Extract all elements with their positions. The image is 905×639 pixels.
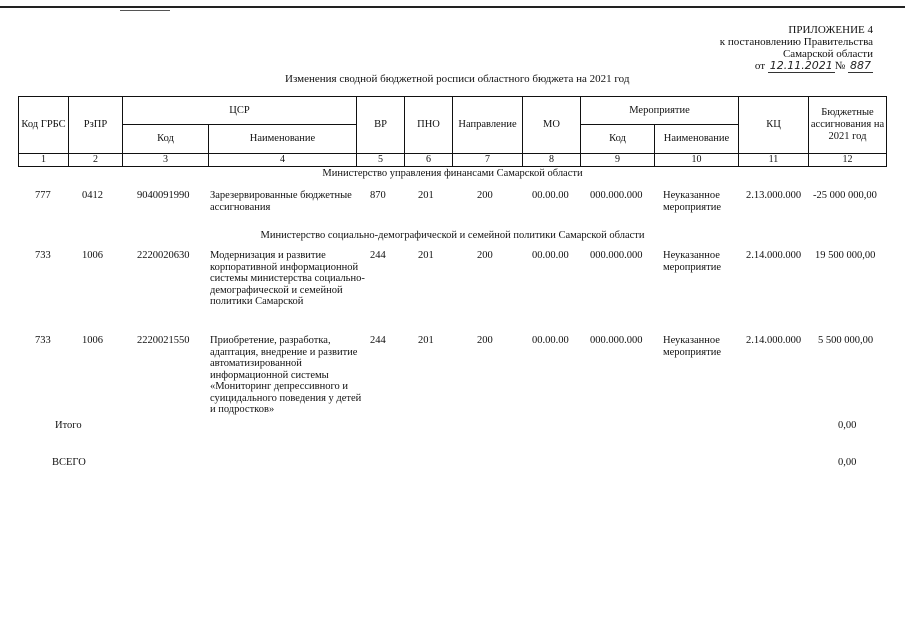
itogo-value: 0,00 xyxy=(838,420,857,431)
header-budget: Бюджетные ассигнования на 2021 год xyxy=(809,97,887,154)
header-kc: КЦ xyxy=(739,97,809,154)
ministry-heading: Министерство социально-демографической и семейной политики Самарской области xyxy=(260,230,645,241)
appendix-number: 887 xyxy=(850,59,871,72)
document-title: Изменения сводной бюджетной росписи областного бюджета на 2021 год xyxy=(285,73,630,85)
header-rzpr: РзПР xyxy=(69,97,123,154)
header-napravlenie: Направление xyxy=(453,97,523,154)
header-vr: ВР xyxy=(357,97,405,154)
header-csr-kod: Код xyxy=(123,125,209,154)
header-pno: ПНО xyxy=(405,97,453,154)
table-body: Министерство управления финансами Самарской области 777 0412 9040091990 Зарезервированные бюджетные ассигнования 870 201 200 00.00.00 000.000.000 Неуказанное мероприятие 2.13.000.000 -25 000 000,00 Министерство социально-демографической и семейной политики Самарской области 733 1006 2220020630 Модернизация и развитие корпоративной информационной системы министерства социально-демографической и семейной политики Самарской 244 201 200 00.00.00 000.000.000 Неуказанное мероприятие 2.14.000.000 19 500 000,00 733 1006 2220021550 Приобретение, разработка, адаптация, внедрение и развитие автоматизированной информационной системы «Мониторинг депрессивного и суицидального поведения у детей и подростков» 244 201 200 00.00.00 000.000.000 Неуказанное мероприятие 2.14.000.000 5 500 000,00 Итого 0,00 ВСЕГО 0,00 xyxy=(0,0,905,639)
column-number-row: 1 2 3 4 5 6 7 8 9 10 11 12 xyxy=(19,154,887,167)
header-mer-name: Наименование xyxy=(655,125,739,154)
header-kod-grbs: Код ГРБС xyxy=(19,97,69,154)
vsego-value: 0,00 xyxy=(838,457,857,468)
header-csr: ЦСР xyxy=(123,97,357,125)
ministry-heading: Министерство управления финансами Самарской области xyxy=(322,168,583,179)
header-mo: МО xyxy=(523,97,581,154)
header-meropriyatie: Мероприятие xyxy=(581,97,739,125)
itogo-label: Итого xyxy=(55,420,82,431)
header-mer-kod: Код xyxy=(581,125,655,154)
header-csr-name: Наименование xyxy=(209,125,357,154)
appendix-line3: Самарской области xyxy=(782,48,873,60)
appendix-line2: к постановлению Правительства xyxy=(719,36,873,48)
appendix-date: 12.11.2021 xyxy=(769,59,833,72)
appendix-title: ПРИЛОЖЕНИЕ 4 xyxy=(788,24,873,36)
appendix-date-line: от 12.11.2021 № 887 xyxy=(754,59,871,72)
vsego-label: ВСЕГО xyxy=(52,457,86,468)
